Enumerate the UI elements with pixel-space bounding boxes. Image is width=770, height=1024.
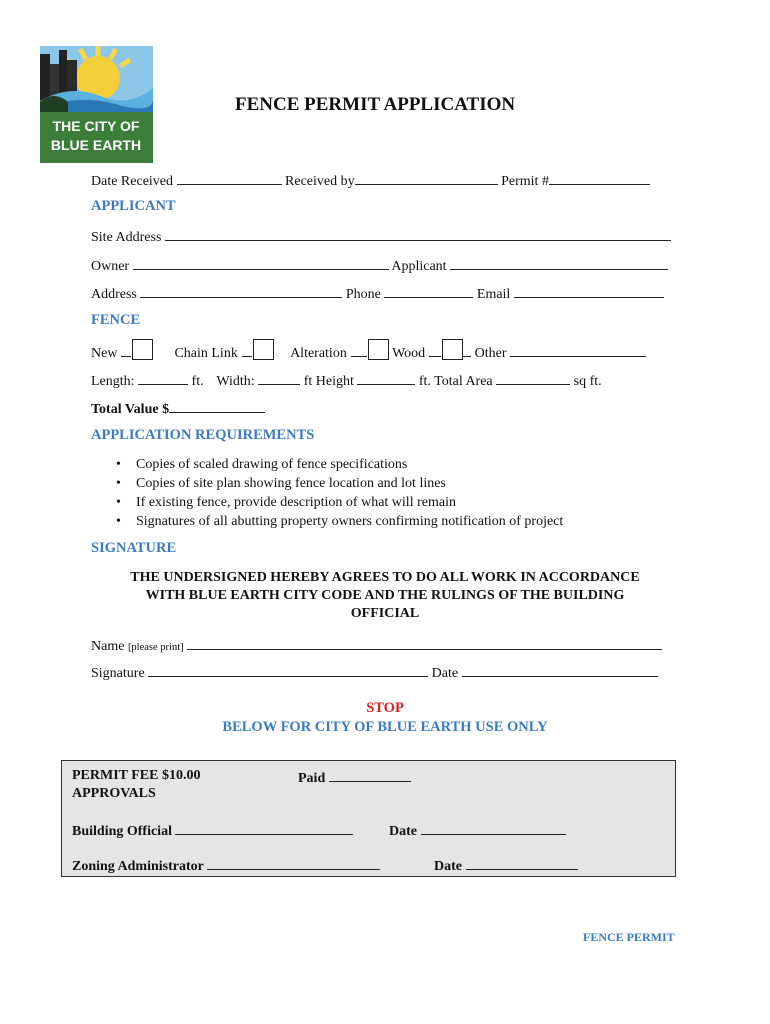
total-value-row (91, 399, 265, 418)
address-row (91, 284, 664, 303)
signature-field[interactable] (148, 663, 428, 677)
zoning-label: Zoning Administrator (72, 859, 204, 874)
requirement-item: • Copies of site plan showing fence location and lot lines (110, 474, 563, 493)
city-use-text: BELOW FOR CITY OF BLUE EARTH USE ONLY (222, 719, 548, 735)
paid-label: Paid (298, 771, 326, 786)
received-by-field[interactable] (355, 171, 498, 185)
site-address-label: Site Address (91, 230, 162, 245)
date-received-field[interactable] (177, 171, 282, 185)
building-official-field[interactable] (175, 821, 353, 835)
phone-label: Phone (345, 287, 381, 302)
height-label: ft Height (303, 374, 354, 389)
date-received-label: Date Received (91, 174, 174, 189)
new-line (121, 343, 131, 357)
owner-field[interactable] (133, 256, 389, 270)
stop-text: STOP (366, 700, 404, 716)
total-area-field[interactable] (496, 371, 570, 385)
applicant-label: Applicant (391, 259, 447, 274)
city-logo (40, 46, 153, 163)
requirement-item: • If existing fence, provide description of what will remain (110, 493, 563, 512)
email-field[interactable] (514, 284, 664, 298)
logo-image-icon (40, 46, 153, 163)
name-label: Name (91, 639, 125, 654)
permit-fee-text: PERMIT FEE $10.00 (72, 768, 201, 783)
signature-label: Signature (91, 666, 145, 681)
page-title: FENCE PERMIT APPLICATION (235, 94, 516, 115)
site-address-row (91, 227, 671, 246)
agreement-line-1: THE UNDERSIGNED HEREBY AGREES TO DO ALL WORK IN ACCORDANCE (130, 570, 640, 585)
total-area-label: ft. Total Area (418, 374, 493, 389)
name-row (91, 636, 662, 655)
signature-date-label: Date (431, 666, 459, 681)
other-line-pre (463, 343, 471, 357)
city-use-box (61, 760, 676, 877)
building-official-label: Building Official (72, 824, 172, 839)
chain-link-line (242, 343, 252, 357)
name-hint: [please print] (127, 642, 184, 653)
total-value-label: Total Value $ (91, 402, 170, 417)
zoning-field[interactable] (207, 856, 380, 870)
dimensions-row (91, 371, 602, 390)
total-value-field[interactable] (169, 399, 265, 413)
requirements-heading: APPLICATION REQUIREMENTS (91, 427, 315, 443)
paid-field[interactable] (329, 768, 411, 782)
email-label: Email (476, 287, 511, 302)
zoning-date-label: Date (434, 859, 462, 874)
zoning-date-field[interactable] (466, 856, 578, 870)
sqft-unit: sq ft. (573, 374, 602, 389)
svg-text:BLUE EARTH: BLUE EARTH (50, 137, 142, 153)
approvals-text: APPROVALS (72, 786, 156, 801)
wood-checkbox[interactable] (442, 339, 463, 360)
paid-row (298, 768, 411, 787)
owner-row (91, 256, 668, 275)
other-field[interactable] (510, 343, 646, 357)
agreement-text (91, 569, 679, 623)
alteration-label: Alteration (290, 346, 347, 361)
building-date-row (389, 821, 566, 840)
date-received-row (91, 171, 650, 190)
building-date-field[interactable] (421, 821, 566, 835)
phone-field[interactable] (384, 284, 473, 298)
footer-label: FENCE PERMIT (583, 930, 675, 944)
owner-label: Owner (91, 259, 130, 274)
zoning-date-row (434, 856, 578, 875)
requirement-item: • Copies of scaled drawing of fence specifications (110, 455, 563, 474)
name-field[interactable] (187, 636, 662, 650)
address-label: Address (91, 287, 137, 302)
signature-date-field[interactable] (462, 663, 658, 677)
chain-link-checkbox[interactable] (253, 339, 274, 360)
agreement-line-2: WITH BLUE EARTH CITY CODE AND THE RULINGS OF THE BUILDING (145, 588, 625, 603)
site-address-field[interactable] (165, 227, 671, 241)
received-by-label: Received by (285, 174, 355, 189)
agreement-line-3: OFFICIAL (350, 606, 420, 621)
width-field[interactable] (258, 371, 300, 385)
building-date-label: Date (389, 824, 417, 839)
width-label: Width: (216, 374, 255, 389)
requirements-list (110, 455, 563, 531)
stop-notice (91, 699, 679, 737)
length-field[interactable] (138, 371, 188, 385)
height-field[interactable] (357, 371, 415, 385)
signature-heading: SIGNATURE (91, 540, 177, 556)
length-label: Length: (91, 374, 135, 389)
fence-type-row (91, 339, 646, 362)
new-label: New (91, 346, 118, 361)
wood-label: Wood (392, 346, 426, 361)
building-official-row (72, 821, 353, 840)
zoning-row (72, 856, 380, 875)
permit-number-label: Permit # (501, 174, 549, 189)
alteration-checkbox[interactable] (368, 339, 389, 360)
address-field[interactable] (140, 284, 342, 298)
requirement-item: • Signatures of all abutting property owners confirming notification of project (110, 512, 563, 531)
applicant-heading: APPLICANT (91, 198, 176, 214)
other-label: Other (474, 346, 507, 361)
fence-heading: FENCE (91, 312, 141, 328)
alteration-line (351, 343, 367, 357)
length-unit: ft. (191, 374, 204, 389)
applicant-field[interactable] (450, 256, 668, 270)
chain-link-label: Chain Link (174, 346, 238, 361)
svg-text:THE CITY OF: THE CITY OF (52, 118, 140, 134)
new-checkbox[interactable] (132, 339, 153, 360)
wood-line (429, 343, 441, 357)
signature-row (91, 663, 658, 682)
permit-number-field[interactable] (549, 171, 650, 185)
